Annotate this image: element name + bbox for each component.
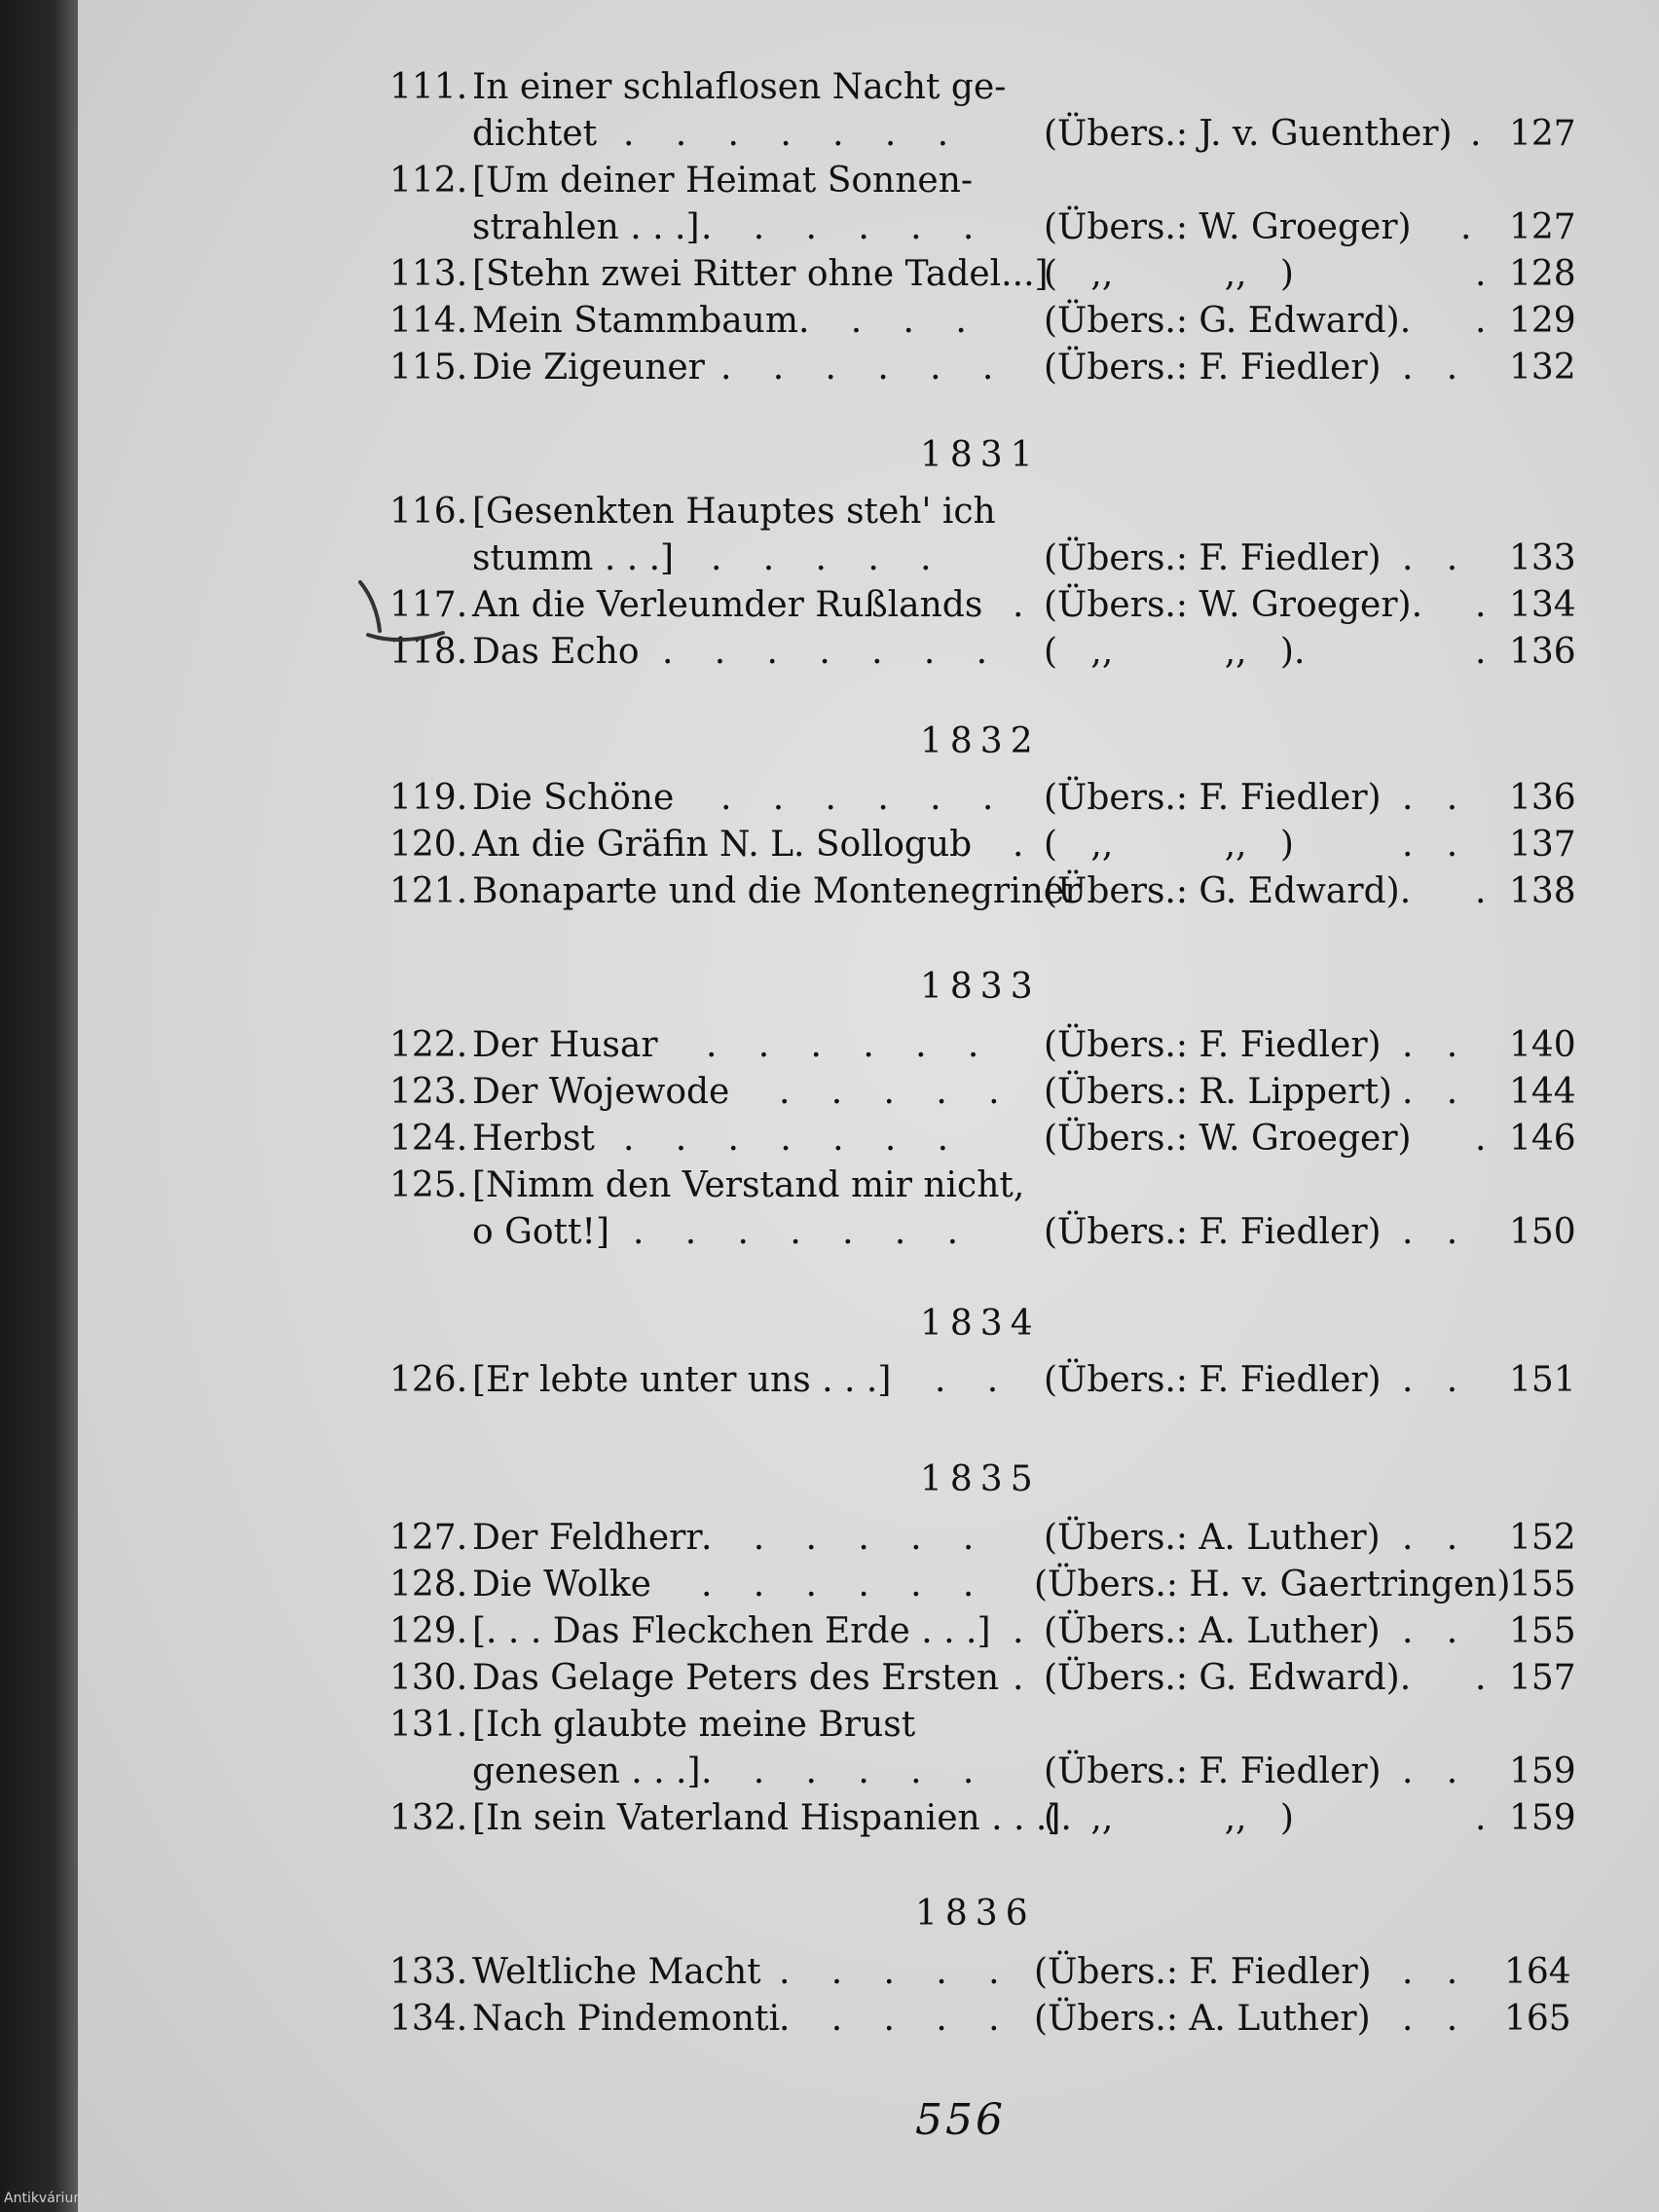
page-ref: 159 (1509, 1751, 1576, 1791)
year-heading (0, 1456, 1659, 1503)
entry-number: 131. (389, 1705, 468, 1745)
entry-title: stumm . . .] (472, 538, 675, 578)
translator: ( ,, ,, ). (1044, 632, 1306, 672)
page-ref: 129 (1509, 301, 1576, 341)
entry-title: Der Wojewode (472, 1072, 730, 1112)
page-ref: 137 (1509, 825, 1576, 865)
entry-title: [Nimm den Verstand mir nicht, (472, 1165, 1025, 1205)
entry-number: 125. (389, 1165, 468, 1205)
page-ref: 157 (1509, 1658, 1576, 1698)
page-ref: 150 (1509, 1212, 1576, 1252)
entry-number: 134. (389, 1999, 468, 2039)
entry-number: 123. (389, 1072, 468, 1112)
entry-number: 111. (389, 67, 468, 107)
toc-entry (0, 1702, 1659, 1749)
leader-dots: . (1475, 1798, 1487, 1838)
leader-dots: . . (1402, 1212, 1458, 1252)
toc-entry (0, 1116, 1659, 1162)
toc-entry (0, 1069, 1659, 1116)
entry-number: 117. (389, 585, 468, 625)
entry-number: 129. (389, 1611, 468, 1651)
leader-dots: . . (1402, 1952, 1458, 1992)
leader-dots: . (1475, 585, 1487, 625)
leader-dots: . . . . . . . (623, 114, 951, 154)
leader-dots: . (1475, 632, 1487, 672)
page-ref: 155 (1509, 1611, 1576, 1651)
page-ref: 146 (1509, 1119, 1576, 1159)
leader-dots: . . . . (798, 301, 969, 341)
leader-dots: . (1013, 1658, 1026, 1698)
entry-title: strahlen . . .] (472, 207, 700, 247)
page-ref: 165 (1504, 1999, 1571, 2039)
entry-number: 114. (389, 301, 468, 341)
year-heading (0, 1891, 1659, 1937)
entry-title: genesen . . .] (472, 1751, 701, 1791)
toc-entry (0, 64, 1659, 111)
leader-dots: . . (1402, 1751, 1458, 1791)
entry-number: 132. (389, 1798, 468, 1838)
toc-entry (0, 345, 1659, 391)
entry-title: [Er lebte unter uns . . .] (472, 1360, 892, 1400)
page-ref: 127 (1509, 207, 1576, 247)
year-label: 1836 (915, 1894, 1036, 1934)
page-ref: 155 (1509, 1565, 1576, 1604)
entry-number: 112. (389, 161, 468, 201)
leader-dots: . . (1402, 1999, 1458, 2039)
entry-number: 121. (389, 871, 468, 911)
entry-title: [Stehn zwei Ritter ohne Tadel...] (472, 254, 1049, 294)
toc-entry (0, 1795, 1659, 1842)
toc-entry (0, 822, 1659, 868)
toc-entry (0, 1749, 1659, 1795)
page-number: 556 (915, 2095, 1006, 2145)
page-ref: 151 (1509, 1360, 1576, 1400)
translator: (Übers.: A. Luther) (1044, 1611, 1381, 1651)
leader-dots: . . . . . . . (623, 1119, 951, 1159)
translator: (Übers.: G. Edward). (1044, 301, 1412, 341)
entry-title: An die Verleumder Rußlands (472, 585, 983, 625)
leader-dots: . . . . . (779, 1952, 1002, 1992)
toc-entry (0, 1949, 1659, 1996)
entry-number: 118. (389, 632, 468, 672)
leader-dots: . . . . . . (706, 1025, 981, 1065)
leader-dots: . . . . . . (701, 1518, 977, 1558)
entry-number: 115. (389, 348, 468, 387)
leader-dots: . . . . . . (720, 778, 996, 818)
toc-entry (0, 775, 1659, 822)
page-ref: 159 (1509, 1798, 1576, 1838)
entry-title: Die Zigeuner (472, 348, 705, 387)
toc-entry (0, 1209, 1659, 1256)
translator: (Übers.: F. Fiedler) (1044, 1360, 1382, 1400)
entry-title: Die Wolke (472, 1565, 651, 1604)
page-ref: 144 (1509, 1072, 1576, 1112)
translator: (Übers.: J. v. Guenther) (1044, 114, 1453, 154)
leader-dots: . . (1402, 538, 1458, 578)
translator: ( ,, ,, ) (1044, 825, 1294, 865)
entry-number: 126. (389, 1360, 468, 1400)
entry-title: In einer schlaflosen Nacht ge- (472, 67, 1007, 107)
toc-entry (0, 629, 1659, 676)
page-ref: 128 (1509, 254, 1576, 294)
entry-number: 128. (389, 1565, 468, 1604)
leader-dots: . . . . . (779, 1999, 1002, 2039)
pencil-check-mark (350, 574, 467, 652)
entry-title: Der Husar (472, 1025, 658, 1065)
entry-title: Mein Stammbaum (472, 301, 799, 341)
translator: (Übers.: F. Fiedler) (1044, 348, 1382, 387)
entry-title: [In sein Vaterland Hispanien . . .]. (472, 1798, 1072, 1838)
leader-dots: . . (935, 1360, 1001, 1400)
leader-dots: . (1013, 825, 1026, 865)
page-ref: 138 (1509, 871, 1576, 911)
entry-title: Nach Pindemonti (472, 1999, 781, 2039)
translator: (Übers.: W. Groeger) (1044, 1119, 1412, 1159)
translator: (Übers.: F. Fiedler) (1034, 1952, 1372, 1992)
watermark: Antikvárium.hu (4, 2191, 109, 2206)
entry-title: [Um deiner Heimat Sonnen- (472, 161, 974, 201)
toc-entry (0, 868, 1659, 915)
leader-dots: . (1475, 1658, 1487, 1698)
toc-entry (0, 489, 1659, 535)
translator: (Übers.: F. Fiedler) (1044, 778, 1382, 818)
entry-title: An die Gräfin N. L. Sollogub (472, 825, 973, 865)
toc-entry (0, 1562, 1659, 1608)
leader-dots: . . . . . . (701, 1751, 977, 1791)
leader-dots: . (1013, 585, 1026, 625)
leader-dots: . . . . . . . (662, 632, 990, 672)
page-ref: 127 (1509, 114, 1576, 154)
translator: (Übers.: G. Edward). (1044, 871, 1412, 911)
year-label: 1833 (920, 967, 1041, 1007)
year-label: 1835 (920, 1459, 1041, 1499)
entry-title: Weltliche Macht (472, 1952, 761, 1992)
year-label: 1831 (920, 435, 1041, 475)
entry-title: Das Gelage Peters des Ersten (472, 1658, 1000, 1698)
leader-dots: . (1475, 301, 1487, 341)
toc-entry (0, 1996, 1659, 2043)
page-ref: 132 (1509, 348, 1576, 387)
leader-dots: . . . . . . (701, 1565, 977, 1604)
entry-number: 127. (389, 1518, 468, 1558)
translator: ( ,, ,, ) (1044, 254, 1294, 294)
leader-dots: . . . . . . . (633, 1212, 961, 1252)
entry-title: Der Feldherr (472, 1518, 703, 1558)
page-ref: 136 (1509, 632, 1576, 672)
translator: (Übers.: W. Groeger). (1044, 585, 1423, 625)
entry-number: 113. (389, 254, 468, 294)
toc-entry (0, 1162, 1659, 1209)
toc-entry (0, 204, 1659, 251)
entry-title: Herbst (472, 1119, 595, 1159)
page-ref: 140 (1509, 1025, 1576, 1065)
entry-number: 119. (389, 778, 468, 818)
year-heading (0, 432, 1659, 479)
translator: (Übers.: A. Luther) (1044, 1518, 1381, 1558)
year-label: 1834 (920, 1304, 1041, 1344)
entry-title: Die Schöne (472, 778, 675, 818)
toc-entry (0, 582, 1659, 629)
leader-dots: . (1475, 871, 1487, 911)
translator: (Übers.: F. Fiedler) (1044, 1212, 1382, 1252)
translator: ( ,, ,, ) (1044, 1798, 1294, 1838)
toc-entry (0, 1655, 1659, 1702)
toc-entry (0, 158, 1659, 204)
leader-dots: . . . . . . (701, 207, 977, 247)
entry-title: [. . . Das Fleckchen Erde . . .] (472, 1611, 991, 1651)
page-ref: 134 (1509, 585, 1576, 625)
leader-dots: . . . . . (779, 1072, 1002, 1112)
toc-entry (0, 1022, 1659, 1069)
entry-title: o Gott!] (472, 1212, 609, 1252)
entry-title: Bonaparte und die Montenegriner (472, 871, 1082, 911)
leader-dots: . . (1402, 825, 1458, 865)
year-heading (0, 964, 1659, 1011)
translator: (Übers.: F. Fiedler) (1044, 1751, 1382, 1791)
entry-number: 133. (389, 1952, 468, 1992)
entry-number: 130. (389, 1658, 468, 1698)
leader-dots: . . (1402, 1360, 1458, 1400)
leader-dots: . . (1402, 1072, 1458, 1112)
toc-entry (0, 1357, 1659, 1404)
entry-title: [Ich glaubte meine Brust (472, 1705, 916, 1745)
leader-dots: . . (1402, 1518, 1458, 1558)
translator: (Übers.: G. Edward). (1044, 1658, 1412, 1698)
leader-dots: . . (1402, 348, 1458, 387)
leader-dots: . . (1402, 1025, 1458, 1065)
toc-entry (0, 298, 1659, 345)
entry-number: 122. (389, 1025, 468, 1065)
translator: (Übers.: F. Fiedler) (1044, 1025, 1382, 1065)
page-ref: 152 (1509, 1518, 1576, 1558)
translator: (Übers.: F. Fiedler) (1044, 538, 1382, 578)
year-label: 1832 (920, 721, 1041, 761)
page-ref: 164 (1504, 1952, 1571, 1992)
leader-dots: . (1013, 1611, 1026, 1651)
translator: (Übers.: W. Groeger) (1044, 207, 1412, 247)
entry-title: dichtet (472, 114, 598, 154)
toc-entry (0, 1515, 1659, 1562)
toc-entry (0, 111, 1659, 158)
page-ref: 136 (1509, 778, 1576, 818)
year-heading (0, 719, 1659, 765)
year-heading (0, 1301, 1659, 1347)
page-ref: 133 (1509, 538, 1576, 578)
entry-title: [Gesenkten Hauptes steh' ich (472, 492, 996, 532)
leader-dots: . (1475, 254, 1487, 294)
entry-number: 116. (389, 492, 468, 532)
entry-number: 124. (389, 1119, 468, 1159)
toc-entry (0, 251, 1659, 298)
leader-dots: . . (1402, 1611, 1458, 1651)
leader-dots: . . (1402, 778, 1458, 818)
toc-entry (0, 535, 1659, 582)
translator: (Übers.: A. Luther) (1034, 1999, 1371, 2039)
translator: (Übers.: R. Lippert) (1044, 1072, 1392, 1112)
leader-dots: . (1475, 1119, 1487, 1159)
translator: (Übers.: H. v. Gaertringen) (1034, 1565, 1511, 1604)
entry-title: Das Echo (472, 632, 640, 672)
leader-dots: . (1470, 114, 1482, 154)
leader-dots: . . . . . . (720, 348, 996, 387)
entry-number: 120. (389, 825, 468, 865)
leader-dots: . (1460, 207, 1472, 247)
leader-dots: . . . . . (711, 538, 934, 578)
toc-entry (0, 1608, 1659, 1655)
